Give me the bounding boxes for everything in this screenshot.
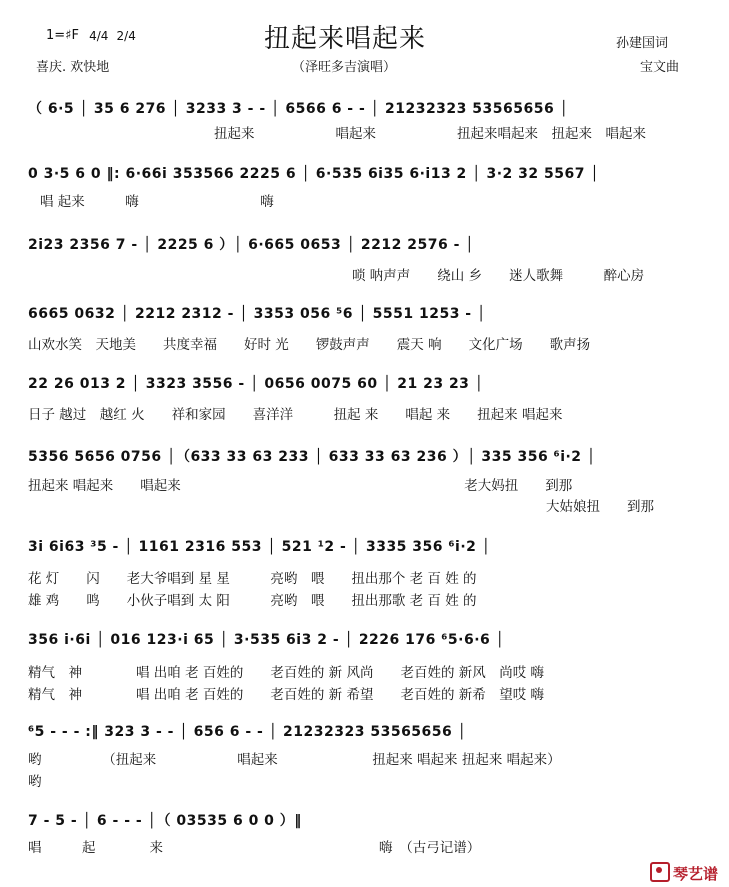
score-line-8-lyrics-verse-2: 精气 神 唱 出咱 老 百姓的 老百姓的 新 希望 老百姓的 新希 望哎 嗨 [28, 687, 545, 703]
score-line-6-lyrics-verse-2: 大姑娘扭 到那 [546, 499, 654, 515]
score-line-4-notes: 6665 0632 │ 2212 2312 - │ 3353 056 ⁵6 │ 5551 1253 - │ [28, 306, 486, 322]
key-label: 1=♯F [46, 28, 79, 43]
score-line-7-notes: 3i 6i63 ³5 - │ 1161 2316 553 │ 521 ¹2 - │ 3335 356 ⁶i·2 │ [28, 539, 491, 555]
song-title: 扭起来唱起来 [264, 24, 427, 54]
lyricist-credit: 孙建国词 [616, 36, 669, 51]
qinyipu-logo-icon [650, 862, 670, 882]
score-line-9-lyrics-verse-1: 哟 （扭起来 唱起来 扭起来 唱起来 扭起来 唱起来） [28, 752, 561, 768]
score-line-10-notes: 7 - 5 - │ 6 - - - │（ 03535 6 0 0 ）‖ [28, 813, 302, 829]
score-line-7-lyrics-verse-1: 花 灯 闪 老大爷唱到 星 星 亮哟 喂 扭出那个 老 百 姓 的 [28, 571, 477, 587]
score-line-3-notes: 2i23 2356 7 - │ 2225 6 ）│ 6·665 0653 │ 2212 2576 - │ [28, 237, 475, 253]
singer-credit: （泽旺多吉演唱） [292, 60, 397, 75]
score-line-8-lyrics-verse-1: 精气 神 唱 出咱 老 百姓的 老百姓的 新 风尚 老百姓的 新风 尚哎 嗨 [28, 665, 545, 681]
score-line-5-notes: 22 26 013 2 │ 3323 3556 - │ 0656 0075 60 │ 21 23 23 │ [28, 376, 484, 392]
score-line-1-lyrics: 扭起来 唱起来 扭起来唱起来 扭起来 唱起来 [214, 126, 646, 142]
tempo-style: 喜庆. 欢快地 [36, 60, 110, 75]
score-line-3-lyrics: 唢 呐声声 绕山 乡 迷人歌舞 醉心房 [352, 268, 645, 284]
site-watermark [650, 862, 718, 884]
time-signature-a: 4/4 [89, 28, 109, 43]
score-line-5-lyrics: 日子 越过 越红 火 祥和家园 喜洋洋 扭起 来 唱起 来 扭起来 唱起来 [28, 407, 563, 423]
score-line-9-notes: ⁶5 - - - :‖ 323 3 - - │ 656 6 - - │ 21232323 53565656 │ [28, 724, 467, 740]
score-line-10-lyrics: 唱 起 来 嗨 （古弓记谱） [28, 840, 481, 856]
key-signature [46, 28, 136, 43]
score-line-4-lyrics: 山欢水笑 天地美 共度幸福 好时 光 锣鼓声声 震天 响 文化广场 歌声扬 [28, 337, 591, 353]
score-line-1-notes: （ 6·5 │ 35 6 276 │ 3233 3 - - │ 6566 6 - - │ 21232323 53565656 │ [28, 101, 569, 117]
time-signature-b: 2/4 [116, 28, 136, 43]
score-line-6-notes: 5356 5656 0756 │（633 33 63 233 │ 633 33 63 236 ）│ 335 356 ⁶i·2 │ [28, 449, 596, 465]
watermark-label: 琴艺谱 [673, 865, 719, 883]
score-line-6-lyrics-verse-1: 扭起来 唱起来 唱起来 老大妈扭 到那 [28, 478, 573, 494]
score-line-2-notes: 0 3·5 6 0 ‖: 6·66i 353566 2225 6 │ 6·535 6i35 6·i13 2 │ 3·2 32 5567 │ [28, 166, 600, 182]
score-line-2-lyrics: 唱 起来 嗨 嗨 [40, 194, 274, 210]
score-line-9-lyrics-verse-2: 哟 [28, 774, 42, 790]
score-line-7-lyrics-verse-2: 雄 鸡 鸣 小伙子唱到 太 阳 亮哟 喂 扭出那歌 老 百 姓 的 [28, 593, 477, 609]
composer-credit: 宝文曲 [640, 60, 680, 75]
score-line-8-notes: 356 i·6i │ 016 123·i 65 │ 3·535 6i3 2 - │ 2226 176 ⁶5·6·6 │ [28, 632, 505, 648]
